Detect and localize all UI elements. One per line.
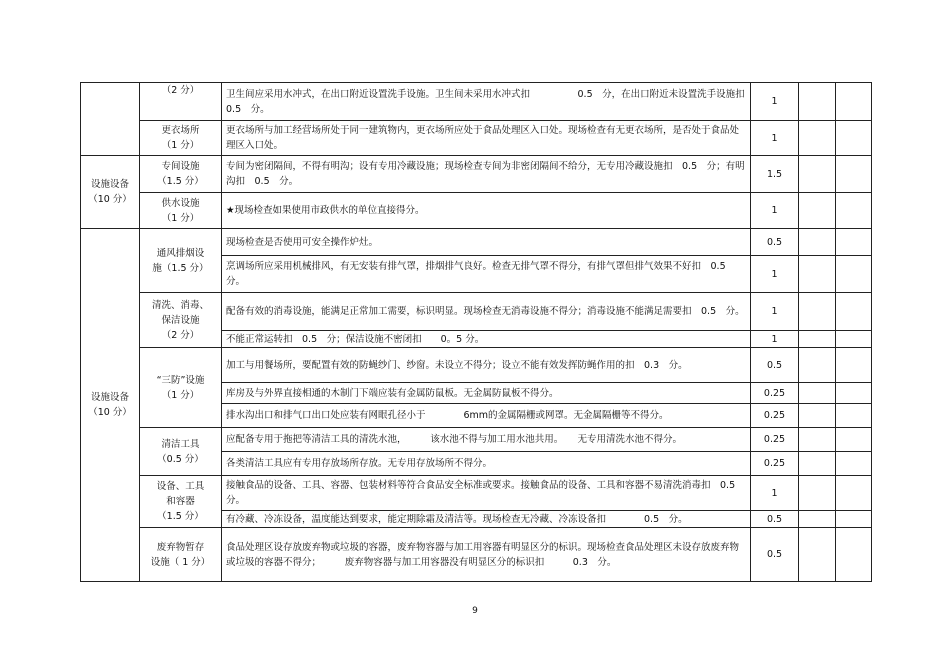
item-water: 供水设施 （1 分）	[140, 193, 222, 229]
score-value: 0.5	[751, 528, 799, 582]
table-row	[81, 83, 872, 121]
criteria-text: 更衣场所与加工经营场所处于同一建筑物内，更衣场所应处于食品处理区入口处。现场检查有无更衣场所，是否处于食品处理区入口处。	[222, 121, 751, 156]
blank-cell	[836, 428, 872, 452]
blank-cell	[799, 83, 836, 121]
criteria-text: 不能正常运转扣 0.5 分；保洁设施不密闭扣 0。5 分。	[222, 331, 751, 348]
page-number: 9	[472, 606, 478, 616]
item-cleaning-disinfection: 清洗、消毒、 保洁设施 （2 分）	[140, 293, 222, 348]
category-cell-empty	[81, 83, 140, 156]
blank-cell	[799, 229, 836, 256]
blank-cell	[836, 293, 872, 331]
blank-cell	[836, 476, 872, 511]
blank-cell	[836, 348, 872, 383]
score-value: 1	[751, 121, 799, 156]
item-ventilation: 通风排烟设 施（1.5 分）	[140, 229, 222, 293]
item-three-prevention: “三防”设施 （1 分）	[140, 348, 222, 428]
table-row	[81, 293, 872, 331]
blank-cell	[836, 404, 872, 428]
table-row	[81, 121, 872, 156]
criteria-text: 烹调场所应采用机械排风，有无安装有排气罩，排烟排气良好。检查无排气罩不得分，有排气罩但排气效果不好扣 0.5 分。	[222, 256, 751, 293]
table-row	[81, 156, 872, 193]
score-value: 1	[751, 331, 799, 348]
blank-cell	[799, 404, 836, 428]
category-facilities-bottom: 设施设备 （10 分）	[81, 229, 140, 582]
blank-cell	[836, 528, 872, 582]
blank-cell	[799, 428, 836, 452]
blank-cell	[799, 331, 836, 348]
criteria-text: 应配备专用于拖把等清洁工具的清洗水池， 该水池不得与加工用水池共用。 无专用清洗水池不得分。	[222, 428, 751, 452]
item-toilet: （2 分）	[140, 83, 222, 121]
blank-cell	[799, 511, 836, 528]
score-value: 0.25	[751, 383, 799, 404]
table-row	[81, 428, 872, 452]
score-value: 0.5	[751, 511, 799, 528]
score-value: 1	[751, 193, 799, 229]
criteria-text: 有冷藏、冷冻设备，温度能达到要求，能定期除霜及清洁等。现场检查无冷藏、冷冻设备扣 0.5 分。	[222, 511, 751, 528]
score-value: 1	[751, 256, 799, 293]
blank-cell	[836, 83, 872, 121]
criteria-text: 加工与用餐场所，要配置有效的防蝇纱门、纱窗。未设立不得分；设立不能有效发挥防蝇作用的扣 0.3 分。	[222, 348, 751, 383]
blank-cell	[836, 331, 872, 348]
score-value: 0.5	[751, 348, 799, 383]
item-changing: 更衣场所 （1 分）	[140, 121, 222, 156]
criteria-text: ★现场检查如果使用市政供水的单位直接得分。	[222, 193, 751, 229]
criteria-text: 排水沟出口和排气口出口处应装有网眼孔径小于 6mm的金属隔栅或网罩。无金属隔栅等不得分。	[222, 404, 751, 428]
blank-cell	[836, 511, 872, 528]
blank-cell	[836, 452, 872, 476]
blank-cell	[836, 383, 872, 404]
score-value: 0.25	[751, 404, 799, 428]
criteria-text: 接触食品的设备、工具、容器、包装材料等符合食品安全标准或要求。接触食品的设备、工具和容器不易清洗消毒扣 0.5 分。	[222, 476, 751, 511]
blank-cell	[836, 193, 872, 229]
score-value: 0.25	[751, 452, 799, 476]
blank-cell	[799, 156, 836, 193]
blank-cell	[799, 293, 836, 331]
item-equipment-containers: 设备、工具 和容器 （1.5 分）	[140, 476, 222, 528]
criteria-text: 现场检查是否使用可安全操作炉灶。	[222, 229, 751, 256]
blank-cell	[836, 256, 872, 293]
criteria-text: 食品处理区设存放废弃物或垃圾的容器，废弃物容器与加工用容器有明显区分的标识。现场检查食品处理区未设存放废弃物或垃圾的容器不得分； 废弃物容器与加工用容器没有明显区分的标识扣 0.3 分。	[222, 528, 751, 582]
criteria-text: 专间为密闭隔间，不得有明沟；设有专用冷藏设施；现场检查专间为非密闭隔间不给分，无专用冷藏设施扣 0.5 分；有明沟扣 0.5 分。	[222, 156, 751, 193]
score-value: 1	[751, 476, 799, 511]
item-waste-storage: 废弃物暂存 设施（ 1 分）	[140, 528, 222, 582]
blank-cell	[799, 348, 836, 383]
score-value: 1	[751, 83, 799, 121]
blank-cell	[799, 121, 836, 156]
item-cleaning-tools: 清洁工具 （0.5 分）	[140, 428, 222, 476]
criteria-text: 库房及与外界直接相通的木制门下端应装有金属防鼠板。无金属防鼠板不得分。	[222, 383, 751, 404]
criteria-text: 卫生间应采用水冲式，在出口附近设置洗手设施。卫生间未采用水冲式扣 0.5 分，在出口附近未设置洗手设施扣 0.5 分。	[222, 83, 751, 121]
blank-cell	[799, 476, 836, 511]
score-value: 1	[751, 293, 799, 331]
table-row	[81, 476, 872, 511]
blank-cell	[836, 229, 872, 256]
blank-cell	[799, 452, 836, 476]
blank-cell	[836, 121, 872, 156]
scoring-table	[80, 82, 872, 582]
blank-cell	[799, 256, 836, 293]
table-row	[81, 528, 872, 582]
blank-cell	[799, 528, 836, 582]
score-value: 1.5	[751, 156, 799, 193]
criteria-text: 各类清洁工具应有专用存放场所存放。无专用存放场所不得分。	[222, 452, 751, 476]
table-row	[81, 229, 872, 256]
blank-cell	[799, 383, 836, 404]
table-row	[81, 348, 872, 383]
score-value: 0.5	[751, 229, 799, 256]
blank-cell	[836, 156, 872, 193]
item-special-room: 专间设施 （1.5 分）	[140, 156, 222, 193]
criteria-text: 配备有效的消毒设施，能满足正常加工需要，标识明显。现场检查无消毒设施不得分；消毒设施不能满足需要扣 0.5 分。	[222, 293, 751, 331]
blank-cell	[799, 193, 836, 229]
category-facilities-top: 设施设备 （10 分）	[81, 156, 140, 229]
table-row	[81, 193, 872, 229]
score-value: 0.25	[751, 428, 799, 452]
